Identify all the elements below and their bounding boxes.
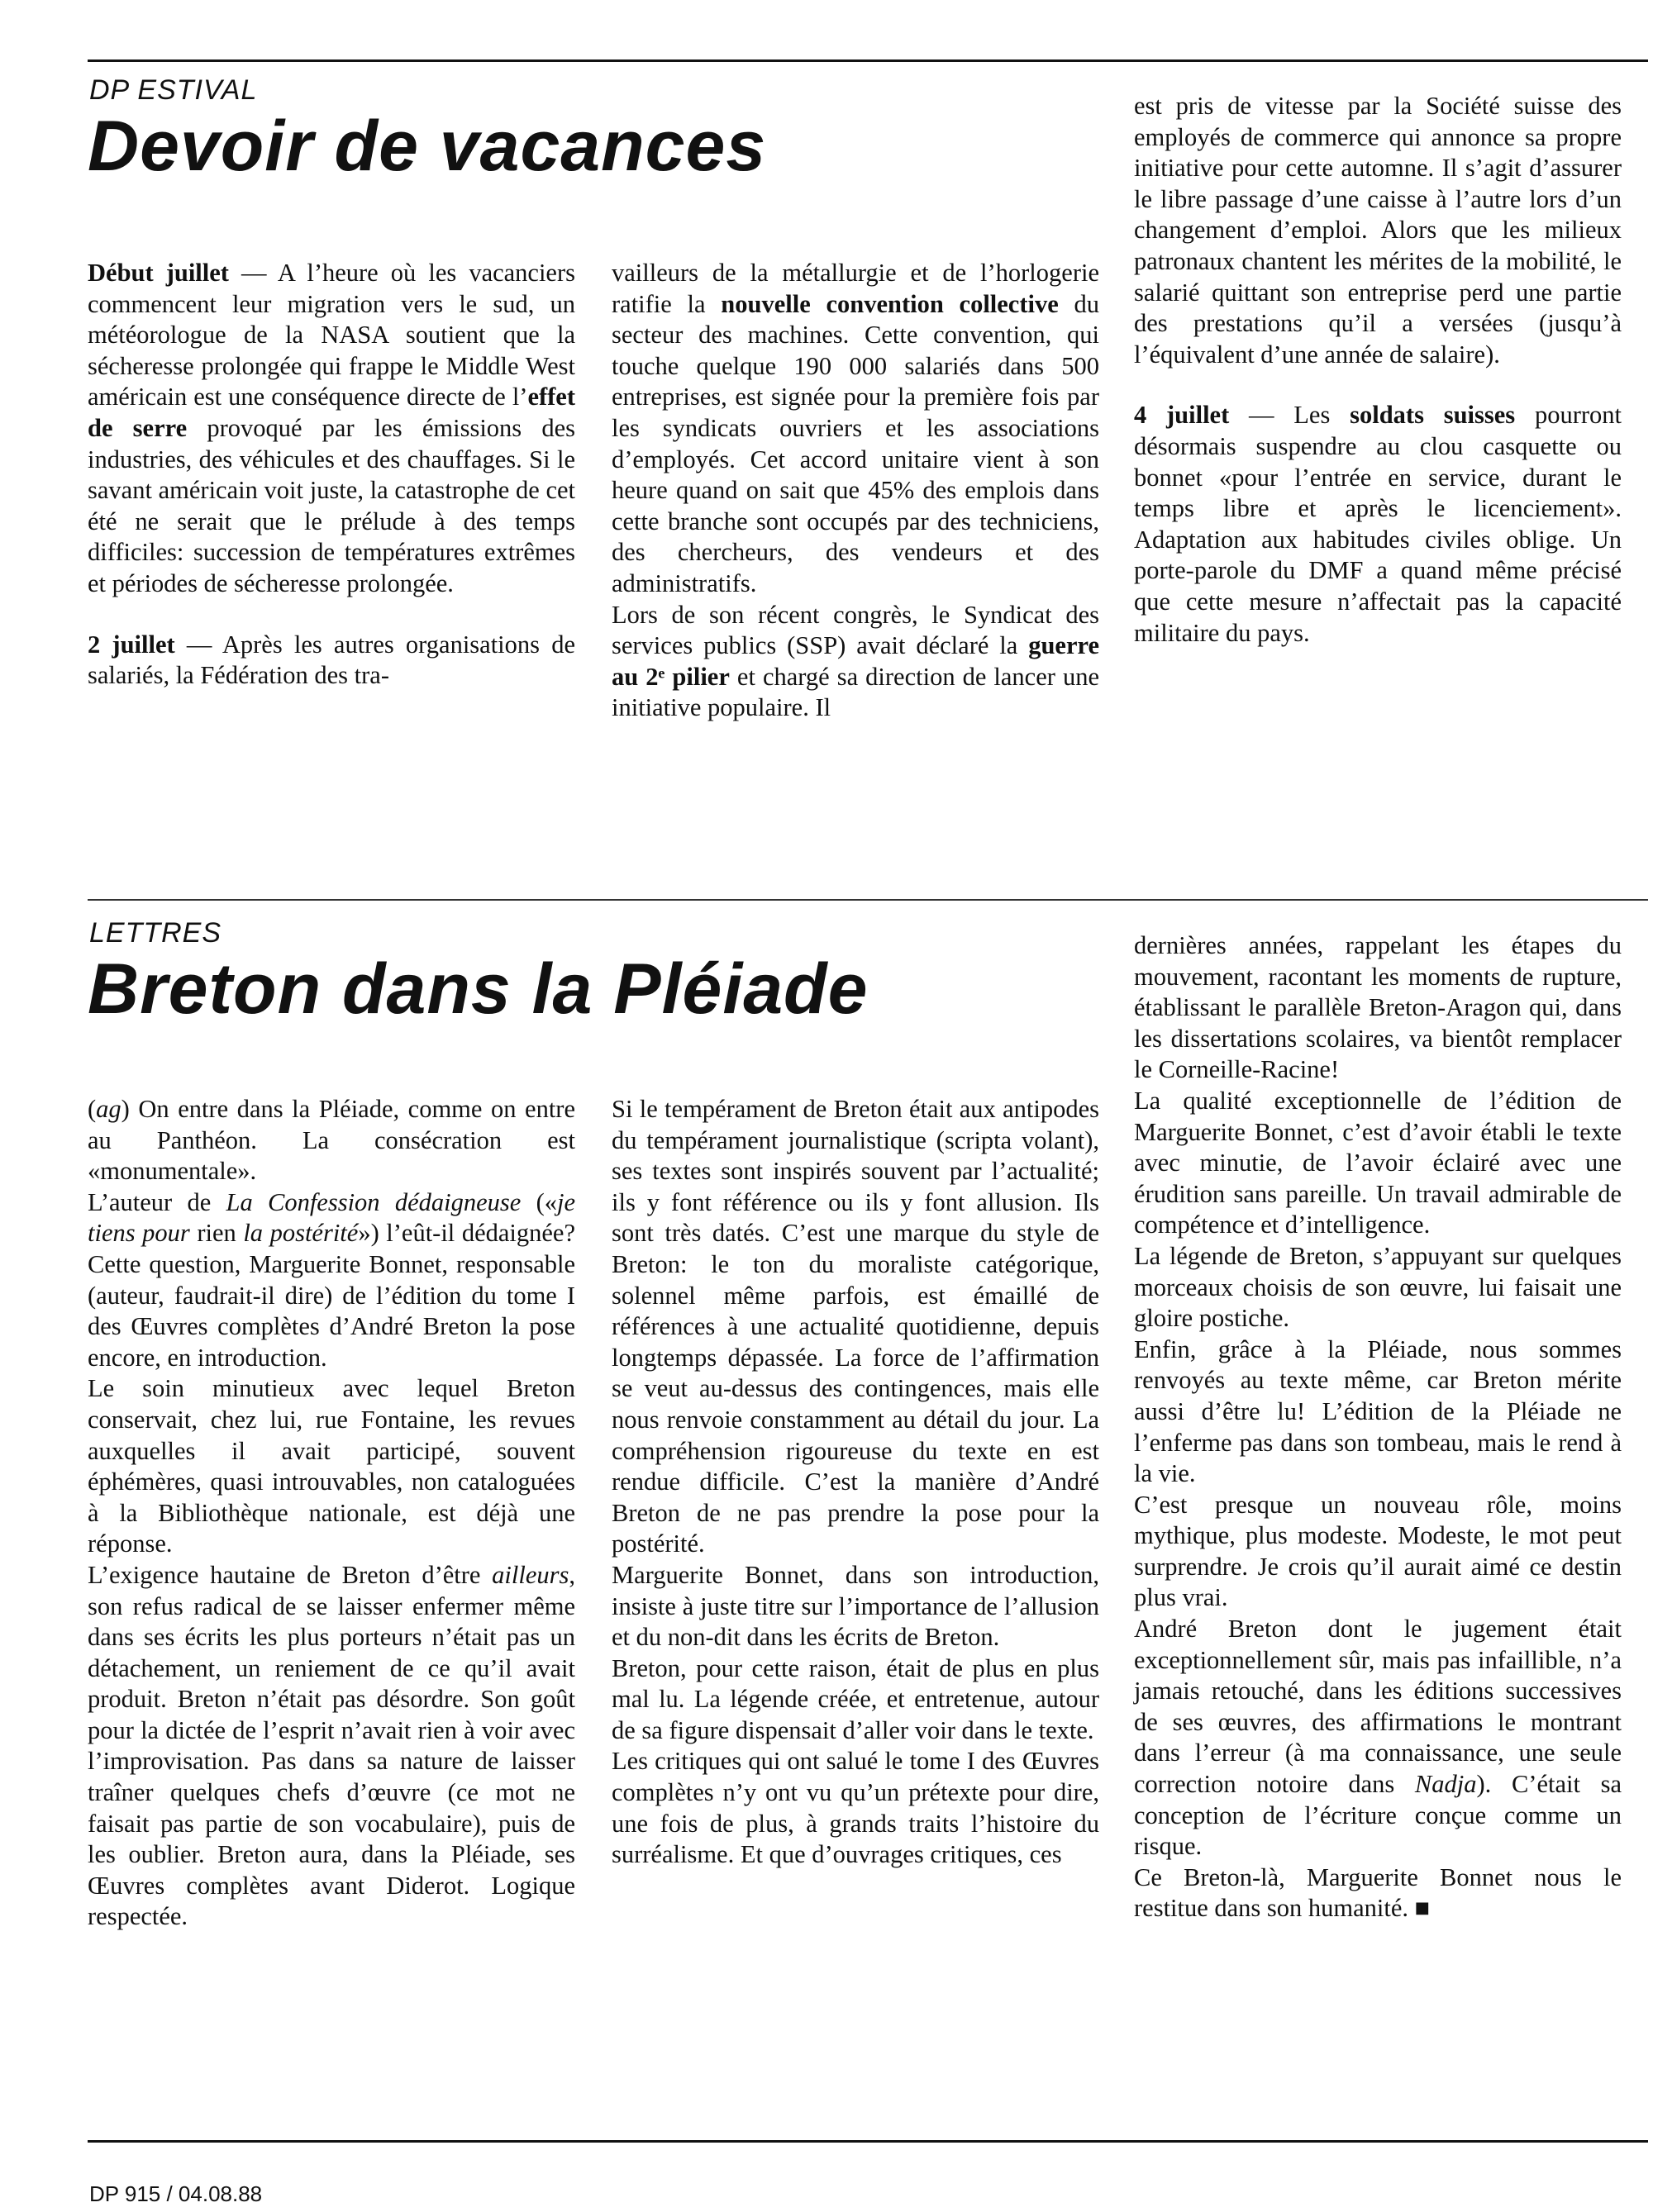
end-mark: ■ <box>1408 1894 1431 1923</box>
author-initials: ag <box>96 1095 121 1123</box>
paragraph: Les critiques qui ont salué le tome I des Œuvres complètes n’y ont vu qu’un prétexte pour dire, une fois de plus, à grands traits l’histoire du surréalisme. Et que d’ouvrages critiques, ces <box>612 1747 1099 1869</box>
paragraph: 4 juillet — Les soldats suisses pourront désormais suspendre au clou casquette ou bonnet «pour l’entrée en service, durant le temps libre et après le licenciement». Adaptation aux habitudes civiles oblige. Un porte-parole du DMF a quand même précisé que cette mesure n’affectait pas la capacité militaire du pays. <box>1134 401 1622 647</box>
section-kicker: LETTRES <box>89 917 222 949</box>
date-label: 2 juillet <box>88 630 175 659</box>
page-folio: DP 915 / 04.08.88 <box>89 2181 263 2206</box>
article-column <box>88 1094 575 1933</box>
paragraph: Si le tempérament de Breton était aux antipodes du tempérament journalistique (scripta volant), ses textes sont inspirés souvent par l’actualité; ils y font référence ou ils y font allusion. Ils sont très datés. C’est une marque du style de Breton: le ton du moraliste catégorique, solennel même parfois, est émaillé de références à une actualité quotidienne, depuis longtemps dépassée. La force de l’affirmation se veut au-dessus des contingences, mais elle nous renvoie constamment au détail du jour. La compréhension rigoureuse du texte en est rendue difficile. C’est la manière d’André Breton de ne pas prendre la pose pour la postérité. <box>612 1095 1099 1558</box>
article-column <box>612 258 1099 724</box>
top-rule <box>88 59 1648 62</box>
paragraph: L’auteur de La Confession dédaigneuse («je tiens pour rien la postérité») l’eût-il dédaignée? Cette question, Marguerite Bonnet, responsable (auteur, faudrait-il dire) de l’édition du tome I des Œuvres complètes d’André Breton la pose encore, en introduction. <box>88 1187 575 1372</box>
paragraph: dernières années, rappelant les étapes du mouvement, racontant les moments de rupture, établissant le parallèle Breton-Aragon qui, dans les dissertations scolaires, va bientôt remplacer le Corneille-Racine! <box>1134 931 1622 1084</box>
article-headline: Devoir de vacances <box>88 107 767 186</box>
paragraph: La qualité exceptionnelle de l’édition de Marguerite Bonnet, c’est d’avoir établi le texte avec minutie, de l’avoir éclairé avec une érudition sans pareille. Un travail admirable de compétence et d’intelligence. <box>1134 1086 1622 1239</box>
paragraph: Début juillet — A l’heure où les vacanciers commencent leur migration vers le sud, un météorologue de la NASA soutient que la sécheresse prolongée qui frappe le Middle West américain est une conséquence directe de l’effet de serre provoqué par les émissions des industries, des véhicules et des chauffages. Si le savant américain voit juste, la catastrophe de cet été ne serait que le prélude à des temps difficiles: succession de températures extrêmes et périodes de sécheresse prolongée. <box>88 259 576 597</box>
section-kicker: DP ESTIVAL <box>89 74 258 106</box>
bold-term: soldats suisses <box>1350 401 1516 430</box>
paragraph: L’exigence hautaine de Breton d’être ailleurs, son refus radical de se laisser enfermer même dans ses écrits les plus porteurs n’était pas un détachement, un reniement de ce qu’il avait produit. Breton n’était pas désordre. Son goût pour la dictée de l’esprit n’avait rien à voir avec l’improvisation. Pas dans sa nature de laisser traîner quelques chefs d’œuvre (ce mot ne faisait pas partie de son vocabulaire), puis de les oublier. Breton aura, dans la Pléiade, ses Œuvres complètes avant Diderot. Logique respectée. <box>88 1560 575 1931</box>
bold-term: effet de serre <box>88 383 575 442</box>
paragraph: Enfin, grâce à la Pléiade, nous sommes renvoyés au texte même, car Breton mérite aussi d’être lu! L’édition de la Pléiade ne l’enferme pas dans son tombeau, mais le rend à la vie. <box>1134 1334 1622 1488</box>
date-label: Début juillet <box>88 259 229 287</box>
paragraph: Ce Breton-là, Marguerite Bonnet nous le restitue dans son humanité. ■ <box>1134 1862 1622 1923</box>
paragraph: Lors de son récent congrès, le Syndicat des services publics (SSP) avait déclaré la guerre au 2ᵉ pilier et chargé sa direction de lancer une initiative populaire. Il <box>612 600 1099 722</box>
paragraph: (ag) On entre dans la Pléiade, comme on entre au Panthéon. La consécration est «monumentale». <box>88 1095 575 1186</box>
bold-term: nouvelle convention collective <box>721 289 1059 318</box>
article-column <box>612 1094 1099 1871</box>
article-column <box>1134 930 1622 1924</box>
paragraph: 2 juillet — Après les autres organisations de salariés, la Fédération des tra- <box>88 630 575 690</box>
paragraph: André Breton dont le jugement était exceptionnellement sûr, mais pas infaillible, n’a jamais retouché, dans les éditions successives de ses œuvres, des affirmations le montrant dans l’erreur (à ma connaissance, une seule correction notoire dans Nadja). C’était sa conception de l’écriture conçue comme un risque. <box>1134 1615 1622 1861</box>
paragraph: La légende de Breton, s’appuyant sur quelques morceaux choisis de son œuvre, lui faisait une gloire postiche. <box>1134 1241 1622 1333</box>
article-column <box>88 258 575 692</box>
section-rule <box>88 899 1648 901</box>
paragraph: Breton, pour cette raison, était de plus en plus mal lu. La légende créée, et entretenue, autour de sa figure dispensait d’aller voir dans le texte. <box>612 1653 1099 1744</box>
article-column <box>1134 91 1622 649</box>
italic-word: ailleurs <box>492 1560 569 1589</box>
paragraph: est pris de vitesse par la Société suisse des employés de commerce qui annonce sa propre initiative pour cette automne. Il s’agit d’assurer le libre passage d’une caisse à l’autre lors d’un changement d’emploi. Alors que les milieux patronaux chantent les mérites de la mobilité, le salarié quittant son entreprise perd une partie des prestations qu’il a versées (jusqu’à l’équivalent d’une année de salaire). <box>1134 92 1622 369</box>
bold-term: guerre au 2ᵉ pilier <box>612 631 1099 691</box>
italic-title: La Confession dédaigneuse <box>226 1187 522 1216</box>
article-headline: Breton dans la Pléiade <box>88 949 869 1029</box>
paragraph: vailleurs de la métallurgie et de l’horlogerie ratifie la nouvelle convention collective du secteur des machines. Cette convention, qui touche quelque 190 000 salariés dans 500 entreprises, est signée pour la première fois par les syndicats ouvriers et les associations d’employés. Cet accord unitaire vient à son heure quand on sait que 45% des emplois dans cette branche sont occupés par des techniciens, des chercheurs, des vendeurs et des administratifs. <box>612 259 1099 597</box>
date-label: 4 juillet <box>1134 401 1230 430</box>
italic-title: Nadja <box>1414 1770 1477 1799</box>
paragraph: C’est presque un nouveau rôle, moins mythique, plus modeste. Modeste, le mot peut surprendre. Je crois qu’il aurait aimé ce destin plus vrai. <box>1134 1490 1622 1612</box>
bottom-rule <box>88 2140 1648 2143</box>
paragraph: Le soin minutieux avec lequel Breton conservait, chez lui, rue Fontaine, les revues auxquelles il avait participé, souvent éphémères, quasi introuvables, non cataloguées à la Bibliothèque nationale, est déjà une réponse. <box>88 1374 575 1558</box>
paragraph: Marguerite Bonnet, dans son introduction, insiste à juste titre sur l’importance de l’allusion et du non-dit dans les écrits de Breton. <box>612 1560 1099 1652</box>
